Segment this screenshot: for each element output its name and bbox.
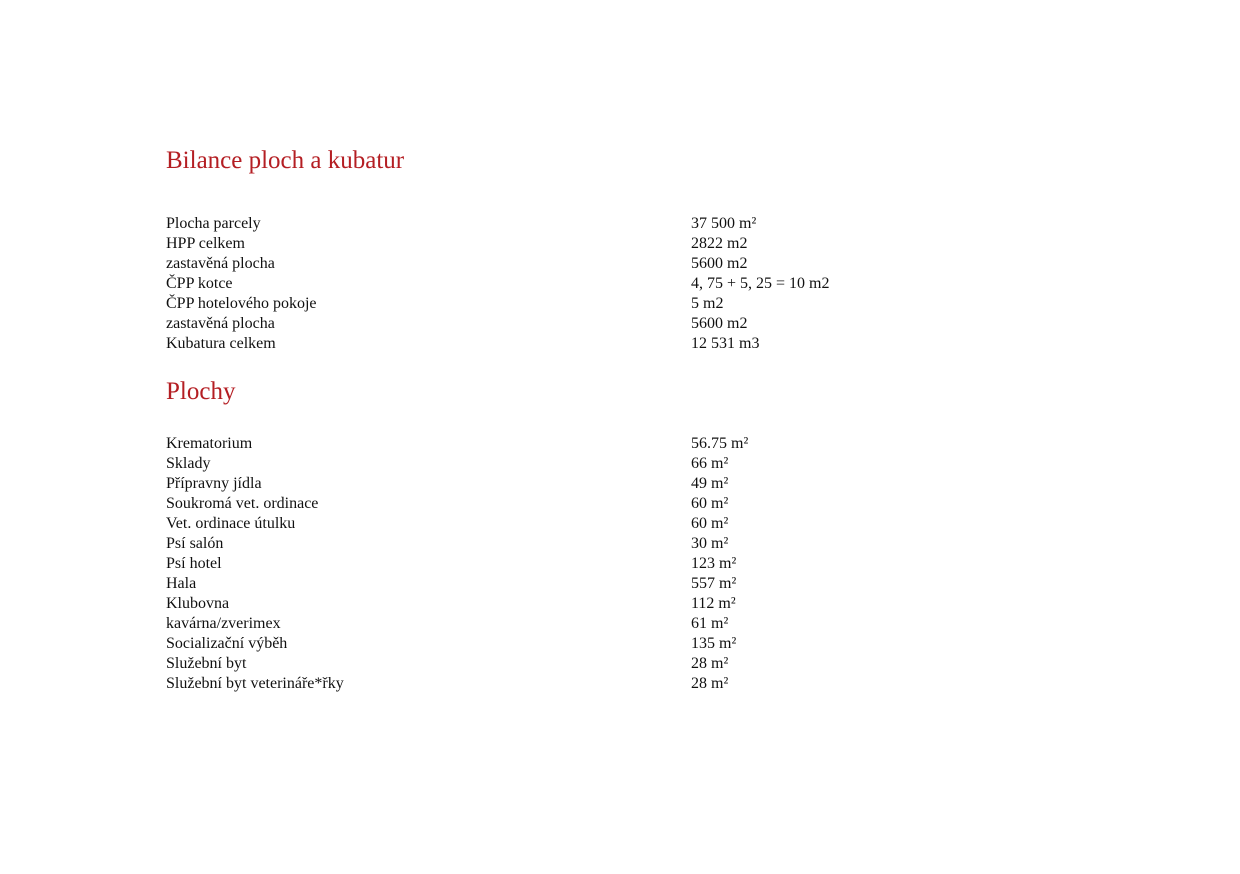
row-label: Služební byt [166, 655, 247, 672]
table-row [166, 574, 886, 594]
table-row [166, 614, 886, 634]
row-label: Krematorium [166, 435, 253, 452]
row-label: Kubatura celkem [166, 335, 276, 352]
table-row [166, 494, 886, 514]
row-value: 557 m² [691, 575, 737, 592]
row-value: 37 500 m² [691, 215, 757, 232]
table-row [166, 594, 886, 614]
row-value: 28 m² [691, 655, 729, 672]
table-row [166, 274, 886, 294]
row-value: 5600 m2 [691, 255, 748, 272]
row-label: Služební byt veterináře*řky [166, 675, 344, 692]
row-label: Psí hotel [166, 555, 222, 572]
table-row [166, 674, 886, 694]
row-label: Socializační výběh [166, 635, 288, 652]
table-row [166, 454, 886, 474]
table-row [166, 434, 886, 454]
table-row [166, 334, 886, 354]
row-value: 5 m2 [691, 295, 724, 312]
table-row [166, 554, 886, 574]
table-row [166, 214, 886, 234]
row-value: 60 m² [691, 515, 729, 532]
row-value: 112 m² [691, 595, 736, 612]
row-label: Sklady [166, 455, 211, 472]
row-label: zastavěná plocha [166, 315, 275, 332]
row-value: 5600 m2 [691, 315, 748, 332]
table-row [166, 314, 886, 334]
table-row [166, 254, 886, 274]
row-value: 49 m² [691, 475, 729, 492]
table-row [166, 234, 886, 254]
row-value: 135 m² [691, 635, 737, 652]
bilance-table [166, 214, 886, 354]
row-label: Hala [166, 575, 197, 592]
row-value: 66 m² [691, 455, 729, 472]
row-value: 61 m² [691, 615, 729, 632]
section-title-bilance: Bilance ploch a kubatur [166, 147, 405, 174]
row-label: Plocha parcely [166, 215, 261, 232]
row-label: Klubovna [166, 595, 230, 612]
row-value: 123 m² [691, 555, 737, 572]
row-label: ČPP kotce [166, 275, 233, 292]
table-row [166, 474, 886, 494]
row-value: 28 m² [691, 675, 729, 692]
row-label: Přípravny jídla [166, 475, 262, 492]
table-row [166, 534, 886, 554]
row-value: 30 m² [691, 535, 729, 552]
row-value: 56.75 m² [691, 435, 749, 452]
row-value: 2822 m2 [691, 235, 748, 252]
table-row [166, 514, 886, 534]
row-label: Psí salón [166, 535, 224, 552]
section-title-plochy: Plochy [166, 378, 236, 405]
row-value: 12 531 m3 [691, 335, 760, 352]
table-row [166, 294, 886, 314]
row-value: 4, 75 + 5, 25 = 10 m2 [691, 275, 830, 292]
row-label: zastavěná plocha [166, 255, 275, 272]
row-label: Soukromá vet. ordinace [166, 495, 319, 512]
row-label: ČPP hotelového pokoje [166, 295, 317, 312]
row-value: 60 m² [691, 495, 729, 512]
table-row [166, 654, 886, 674]
row-label: Vet. ordinace útulku [166, 515, 296, 532]
row-label: kavárna/zverimex [166, 615, 281, 632]
row-label: HPP celkem [166, 235, 245, 252]
plochy-table [166, 434, 886, 694]
table-row [166, 634, 886, 654]
